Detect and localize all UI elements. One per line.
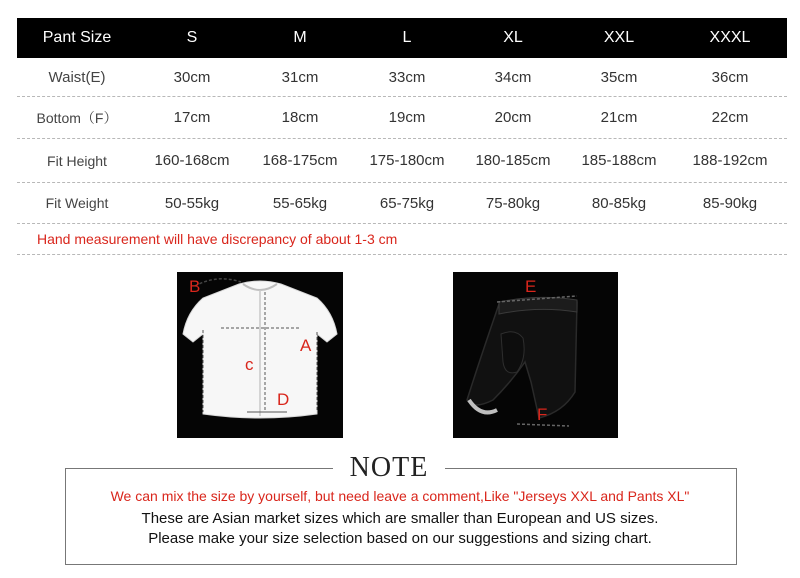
column-header: S [186,29,198,46]
column-header: Pant Size [42,29,112,46]
table-row [17,183,787,224]
label-b: B [189,277,201,296]
table-cell: 75-80kg [485,194,541,212]
table-cell: 160-168cm [154,152,230,169]
note-title: NOTE [349,452,429,483]
table-cell: 180-185cm [475,152,551,169]
jersey-illustration [177,272,343,438]
table-cell: 34cm [494,68,532,86]
table-cell: 20cm [494,109,532,126]
table-cell: 50-55kg [164,194,220,212]
column-header: XL [503,29,523,46]
table-cell: 18cm [281,109,319,126]
table-cell: 188-192cm [692,152,768,169]
row-label: Fit Weight [45,195,109,211]
table-cell: 65-75kg [379,194,435,212]
row-label: Bottom（F） [36,109,118,126]
table-cell: 22cm [711,109,749,126]
table-row [17,97,787,139]
note-selection-text: Please make your size selection based on our suggestions and sizing chart. [148,530,652,547]
shorts-illustration [453,272,618,438]
label-e: E [525,277,537,296]
table-cell: 31cm [281,68,319,86]
table-cell: 33cm [388,68,426,86]
table-header-row [17,18,787,58]
column-header: L [402,29,412,46]
table-cell: 21cm [600,109,638,126]
jersey-diagram [177,272,343,438]
label-a: A [300,336,312,355]
table-cell: 17cm [173,109,211,126]
column-header: M [293,29,307,46]
row-label: Fit Height [47,152,107,169]
table-cell: 30cm [173,68,211,86]
table-cell: 55-65kg [272,194,328,212]
table-row [17,58,787,97]
table-cell: 80-85kg [591,194,647,212]
table-cell: 35cm [600,68,638,86]
label-d: D [277,390,290,409]
table-cell: 19cm [388,109,426,126]
table-cell: 175-180cm [369,152,445,169]
measurement-note-row [17,224,787,255]
note-asian-sizes-text: These are Asian market sizes which are smaller than European and US sizes. [141,510,659,527]
table-cell: 185-188cm [581,152,657,169]
column-header: XXL [603,29,635,46]
column-header: XXXL [709,29,751,46]
label-f: F [537,405,548,424]
shorts-diagram [453,272,618,438]
label-c: c [245,355,254,374]
table-row [17,139,787,183]
note-mix-size-text: We can mix the size by yourself, but need leave a comment,Like "Jerseys XXL and Pants XL" [110,488,690,504]
row-label: Waist(E) [48,68,106,86]
table-cell: 168-175cm [262,152,338,169]
measurement-note: Hand measurement will have discrepancy of about 1-3 cm [37,231,398,247]
size-chart-table [17,18,787,255]
table-cell: 36cm [711,68,749,86]
table-cell: 85-90kg [702,194,758,212]
